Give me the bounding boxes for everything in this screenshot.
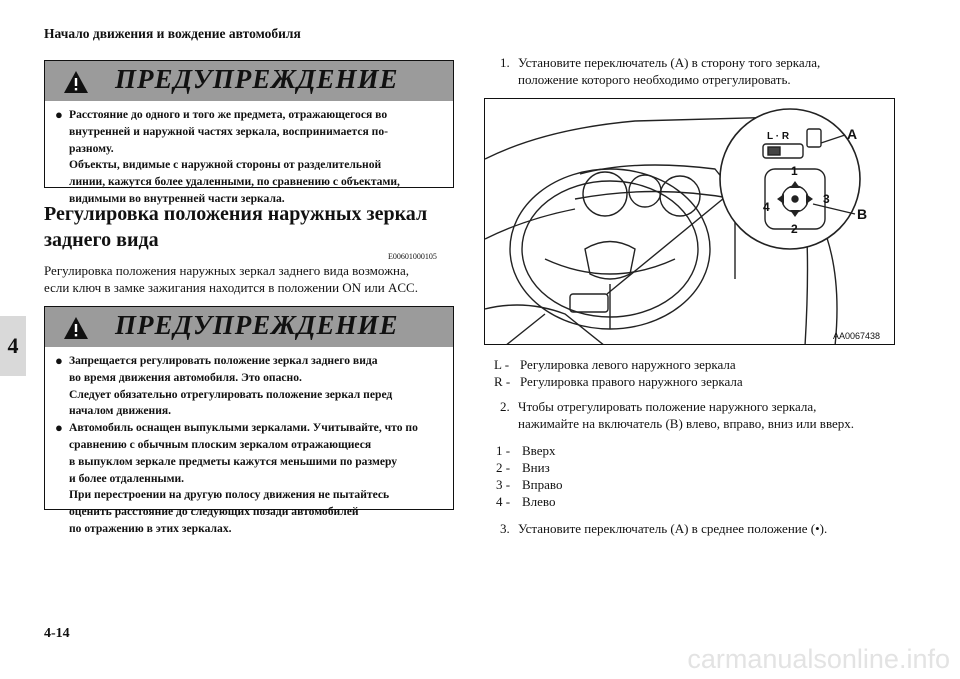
- warning-triangle-icon: [63, 316, 89, 340]
- intro-line: Регулировка положения наружных зеркал заднего вида возможна,: [44, 263, 410, 278]
- warning-line: во время движения автомобиля. Это опасно.: [69, 370, 302, 384]
- warning-triangle-icon: [63, 70, 89, 94]
- warning-line: внутренней и наружной частях зеркала, воспринимается по-: [69, 124, 388, 138]
- step-number: 3.: [500, 521, 510, 536]
- direction-key: 3 -: [496, 477, 511, 492]
- label-1: 1: [791, 164, 798, 178]
- section-title: [44, 201, 444, 253]
- warning-box-1: [44, 60, 454, 205]
- direction-row: [496, 476, 696, 493]
- bullet-dot: ●: [55, 107, 63, 122]
- direction-text: Вправо: [522, 477, 563, 492]
- warning-line: оценить расстояние до следующих позади автомобилей: [69, 505, 359, 519]
- legend-key: L -: [494, 357, 510, 372]
- label-lr: L · R: [767, 131, 790, 142]
- direction-list: [496, 442, 696, 510]
- legend-text: Регулировка левого наружного зеркала: [520, 357, 736, 372]
- figure-id: AA0067438: [833, 331, 881, 341]
- warning-line: видимыми во внутренней части зеркала.: [69, 191, 285, 205]
- direction-row: [496, 442, 696, 459]
- warning-bullet: [55, 107, 443, 208]
- warning-header: [45, 61, 453, 101]
- label-3: 3: [823, 192, 830, 206]
- running-header: Начало движения и вождение автомобиля: [44, 26, 301, 41]
- warning-bullet: [55, 353, 443, 420]
- direction-key: 2 -: [496, 460, 511, 475]
- step-line: Установите переключатель (A) в среднее положение (•).: [518, 521, 828, 536]
- warning-line: разному.: [69, 141, 114, 155]
- direction-text: Вверх: [522, 443, 556, 458]
- step-number: 1.: [500, 55, 510, 70]
- warning-line: по отражению в этих зеркалах.: [69, 521, 232, 535]
- warning-line: сравнению с обычным плоским зеркалом отражающиеся: [69, 437, 372, 451]
- legend-row: [494, 373, 914, 390]
- legend-text: Регулировка правого наружного зеркала: [520, 374, 743, 389]
- warning-box-2: [44, 306, 454, 535]
- page-number: 4-14: [44, 626, 70, 641]
- direction-key: 1 -: [496, 443, 511, 458]
- section-intro: [44, 262, 454, 296]
- warning-line: При перестроении на другую полосу движения не пытайтесь: [69, 488, 390, 502]
- legend-key: R -: [494, 374, 511, 389]
- label-a: A: [847, 126, 858, 142]
- direction-text: Вниз: [522, 460, 550, 475]
- label-4: 4: [763, 200, 770, 214]
- warning-bullet: [55, 420, 443, 538]
- direction-row: [496, 459, 696, 476]
- bullet-dot: ●: [55, 420, 63, 436]
- warning-line: Объекты, видимые с наружной стороны от разделительной: [69, 158, 382, 172]
- section-title-line: Регулировка положения наружных зеркал: [44, 203, 428, 225]
- figure-mirror-switch: [484, 98, 895, 345]
- step-3: [500, 520, 940, 537]
- warning-line: Следует обязательно отрегулировать положение зеркал перед: [69, 387, 393, 401]
- bullet-dot: ●: [55, 353, 63, 368]
- step-line: положение которого необходимо отрегулировать.: [518, 72, 791, 87]
- section-code: E00601000105: [388, 252, 437, 261]
- section-title-line: заднего вида: [44, 229, 159, 251]
- warning-line: началом движения.: [69, 404, 172, 418]
- warning-line: и более отдаленными.: [69, 471, 185, 485]
- lr-legend: [494, 356, 914, 390]
- direction-key: 4 -: [496, 494, 511, 509]
- warning-title: ПРЕДУПРЕЖДЕНИЕ: [115, 310, 399, 340]
- label-b: B: [857, 206, 868, 222]
- warning-header: [45, 307, 453, 347]
- warning-line: в выпуклом зеркале предметы кажутся меньшими по размеру: [69, 454, 398, 468]
- direction-row: [496, 493, 696, 510]
- warning-line: Запрещается регулировать положение зеркал заднего вида: [69, 354, 378, 367]
- legend-row: [494, 356, 914, 373]
- step-line: Чтобы отрегулировать положение наружного зеркала,: [518, 399, 817, 414]
- step-1: [500, 54, 920, 88]
- intro-line: если ключ в замке зажигания находится в положении ON или ACC.: [44, 280, 418, 295]
- warning-line: линии, кажутся более удаленными, по сравнению с объектами,: [69, 175, 400, 189]
- step-line: Установите переключатель (A) в сторону того зеркала,: [518, 55, 821, 70]
- warning-line: Автомобиль оснащен выпуклыми зеркалами. Учитывайте, что по: [69, 421, 418, 435]
- label-2: 2: [791, 222, 798, 236]
- warning-title: ПРЕДУПРЕЖДЕНИЕ: [115, 64, 399, 94]
- step-2: [500, 398, 940, 432]
- chapter-tab: 4: [0, 316, 26, 376]
- dashboard-illustration: [485, 99, 895, 345]
- warning-line: Расстояние до одного и того же предмета, отражающегося во: [69, 108, 388, 121]
- direction-text: Влево: [522, 494, 556, 509]
- watermark: carmanualsonline.info: [687, 644, 950, 674]
- step-number: 2.: [500, 399, 510, 414]
- step-line: нажимайте на включатель (B) влево, вправо, вниз или вверх.: [518, 416, 855, 431]
